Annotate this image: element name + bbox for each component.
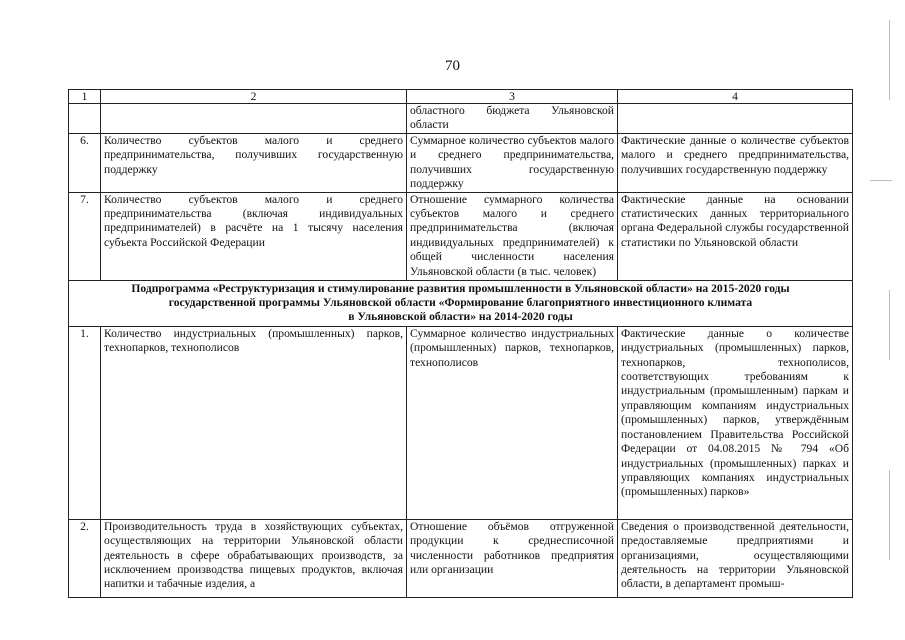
header-cell-1: 1	[69, 90, 101, 104]
subprogram-heading-row	[69, 280, 853, 326]
table-row	[69, 519, 853, 597]
subprogram-heading-line: государственной программы Ульяновской области «Формирование благоприятного инвестиционного климата	[168, 296, 753, 310]
table-row	[69, 326, 853, 519]
calculation-method-cell: Отношение суммарного количества субъектов малого и среднего предпринимательства (включая индивидуальных предпринимателей) к общей численности населения Ульяновской области (в тыс. человек)	[407, 192, 618, 280]
data-source-cell: Фактические данные о количестве индустриальных (промышленных) парков, технопарков, технополисов, соответствующих требованиям к индустриальным (промышленным) паркам и управляющим компаниям индустриальных (промышленных) парков, утверждённым постановлением Правительства Российской Федерации от 04.08.2015 № 794 «Об индустриальных (промышленных) парках и управляющих компаниях индустриальных (промышленных) парков»	[618, 326, 853, 519]
indicator-name-cell: Количество субъектов малого и среднего предпринимательства, получивших государственную поддержку	[101, 134, 407, 193]
row-number: 2.	[69, 519, 101, 597]
scan-artifact	[889, 20, 890, 100]
scan-artifact	[889, 470, 890, 560]
calculation-method-cell: Суммарное количество субъектов малого и среднего предпринимательства, получивших государственную поддержку	[407, 134, 618, 193]
row-number: 7.	[69, 192, 101, 280]
page-number: 70	[445, 58, 460, 74]
scan-artifact	[870, 180, 892, 181]
table-row	[69, 134, 853, 193]
indicator-name-cell: Производительность труда в хозяйствующих субъектах, осуществляющих на территории Ульяновской области деятельность в сфере обрабатывающих производств, за исключением производства пищевых продуктов, включая напитки и табачные изделия, а	[101, 519, 407, 597]
subprogram-heading-line: в Ульяновской области» на 2014-2020 годы	[348, 310, 573, 324]
data-source-cell: Фактические данные на основании статистических данных территориального органа Федеральной службы государственной статистики по Ульяновской области	[618, 192, 853, 280]
indicator-name-cell: Количество индустриальных (промышленных) парков, технопарков, технополисов	[101, 326, 407, 519]
data-source-cell: Сведения о производственной деятельности, предоставляемые предприятиями и организациями, осуществляющими деятельность на территории Ульяновской области, в департамент промыш-	[618, 519, 853, 597]
row-number: 6.	[69, 134, 101, 193]
header-cell-2: 2	[101, 90, 407, 104]
calculation-method-cell: Суммарное количество индустриальных (промышленных) парков, технопарков, технополисов	[407, 326, 618, 519]
calculation-method-cell: областного бюджета Ульяновской области	[407, 104, 618, 134]
table-header-row	[69, 90, 853, 104]
table-row	[69, 104, 853, 134]
calculation-method-cell: Отношение объёмов отгруженной продукции к среднесписочной численности работников предприятия или организации	[407, 519, 618, 597]
header-cell-4: 4	[618, 90, 853, 104]
header-cell-3: 3	[407, 90, 618, 104]
data-source-cell	[618, 104, 853, 134]
data-source-cell: Фактические данные о количестве субъектов малого и среднего предпринимательства, получивших государственную поддержку	[618, 134, 853, 193]
subprogram-heading-line: Подпрограмма «Реструктуризация и стимулирование развития промышленности в Ульяновской области» на 2015-2020 годы	[131, 281, 790, 295]
row-number: 1.	[69, 326, 101, 519]
indicator-table	[68, 89, 853, 598]
subprogram-heading	[69, 280, 853, 326]
table-row	[69, 192, 853, 280]
scan-artifact	[889, 290, 890, 360]
indicator-name-cell: Количество субъектов малого и среднего предпринимательства (включая индивидуальных предпринимателей) в расчёте на 1 тысячу населения субъекта Российской Федерации	[101, 192, 407, 280]
indicator-name-cell	[101, 104, 407, 134]
row-number	[69, 104, 101, 134]
